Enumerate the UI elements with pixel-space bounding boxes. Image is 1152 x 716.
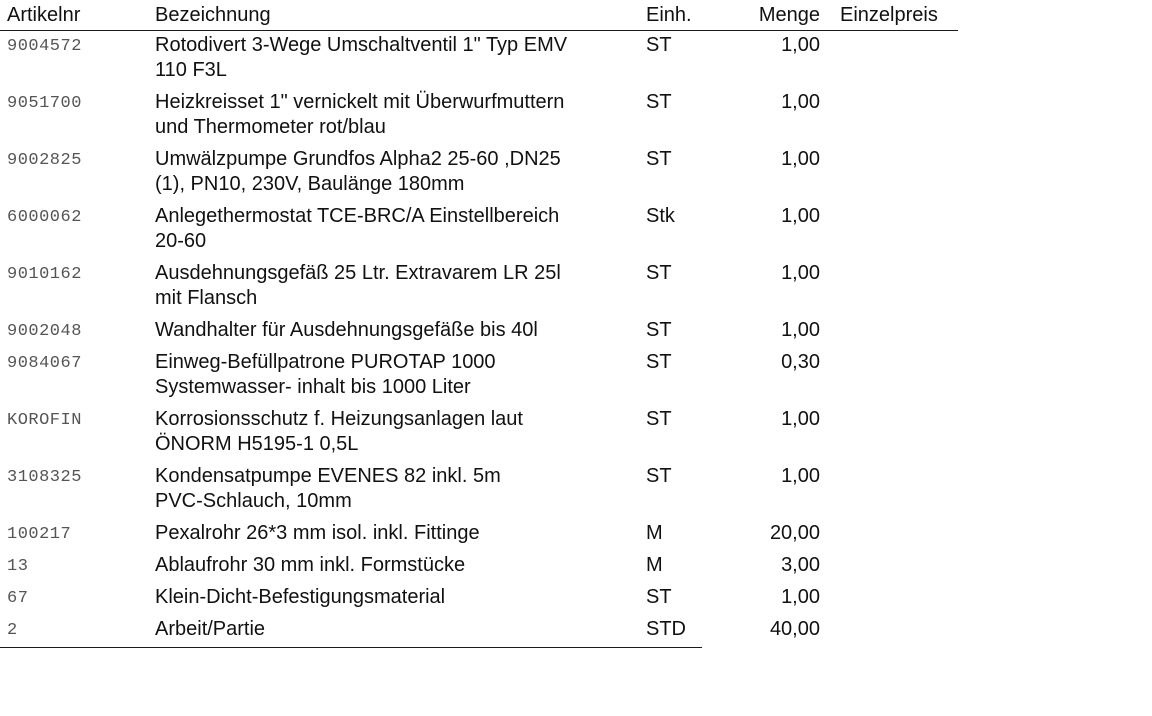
- cell-artikelnr: 9002048: [7, 322, 82, 341]
- cell-menge: 1,00: [781, 465, 820, 487]
- cell-einheit: M: [646, 522, 663, 544]
- cell-menge: 1,00: [781, 91, 820, 113]
- cell-artikelnr: 9004572: [7, 37, 82, 56]
- cell-einheit: STD: [646, 618, 686, 640]
- table-row: [0, 405, 820, 462]
- cell-menge: 1,00: [781, 205, 820, 227]
- cell-menge: 1,00: [781, 319, 820, 341]
- cell-bezeichnung: Kondensatpumpe EVENES 82 inkl. 5m PVC-Schlauch, 10mm: [155, 465, 501, 512]
- cell-bezeichnung: Pexalrohr 26*3 mm isol. inkl. Fittinge: [155, 522, 480, 544]
- cell-einheit: ST: [646, 91, 672, 113]
- cell-bezeichnung: Heizkreisset 1" vernickelt mit Überwurfmuttern und Thermometer rot/blau: [155, 91, 565, 138]
- cell-menge: 1,00: [781, 34, 820, 56]
- cell-bezeichnung: Einweg-Befüllpatrone PUROTAP 1000 Systemwasser- inhalt bis 1000 Liter: [155, 351, 496, 398]
- cell-artikelnr: 9002825: [7, 151, 82, 170]
- cell-einheit: ST: [646, 34, 672, 56]
- cell-artikelnr: KOROFIN: [7, 411, 82, 430]
- cell-einheit: ST: [646, 319, 672, 341]
- cell-menge: 3,00: [781, 554, 820, 576]
- cell-menge: 0,30: [781, 351, 820, 373]
- cell-einheit: Stk: [646, 205, 675, 227]
- table-row: [0, 259, 820, 316]
- header-einheit: Einh.: [646, 4, 692, 26]
- table-row: [0, 202, 820, 259]
- table-row: [0, 615, 820, 646]
- table-row: [0, 462, 820, 519]
- cell-menge: 1,00: [781, 408, 820, 430]
- cell-bezeichnung: Umwälzpumpe Grundfos Alpha2 25-60 ,DN25 (1), PN10, 230V, Baulänge 180mm: [155, 148, 561, 195]
- cell-einheit: ST: [646, 351, 672, 373]
- cell-menge: 1,00: [781, 148, 820, 170]
- header-menge: Menge: [758, 4, 820, 26]
- table-row: [0, 316, 820, 348]
- header-artikelnr: Artikelnr: [7, 4, 81, 26]
- table-row: [0, 583, 820, 615]
- header-einzelpreis: Einzelpreis: [840, 4, 938, 26]
- cell-artikelnr: 2: [7, 621, 18, 640]
- cell-einheit: ST: [646, 465, 672, 487]
- table-row: [0, 519, 820, 551]
- table-row: [0, 348, 820, 405]
- table-row: [0, 31, 820, 88]
- table-header: [0, 0, 958, 31]
- cell-einheit: ST: [646, 148, 672, 170]
- cell-menge: 1,00: [781, 586, 820, 608]
- cell-bezeichnung: Anlegethermostat TCE-BRC/A Einstellbereich 20-60: [155, 205, 560, 252]
- cell-einheit: ST: [646, 586, 672, 608]
- table-row: [0, 145, 820, 202]
- cell-menge: 40,00: [769, 618, 820, 640]
- cell-bezeichnung: Korrosionsschutz f. Heizungsanlagen laut ÖNORM H5195-1 0,5L: [155, 408, 523, 455]
- cell-bezeichnung: Ablaufrohr 30 mm inkl. Formstücke: [155, 554, 466, 576]
- cell-artikelnr: 9010162: [7, 265, 82, 284]
- cell-artikelnr: 13: [7, 557, 29, 576]
- cell-artikelnr: 9084067: [7, 354, 82, 373]
- table-body: [0, 31, 820, 648]
- cell-artikelnr: 100217: [7, 525, 72, 544]
- table-row: [0, 88, 820, 145]
- cell-artikelnr: 9051700: [7, 94, 82, 113]
- cell-menge: 20,00: [769, 522, 820, 544]
- cell-artikelnr: 3108325: [7, 468, 82, 487]
- cell-bezeichnung: Ausdehnungsgefäß 25 Ltr. Extravarem LR 25l mit Flansch: [155, 262, 561, 309]
- cell-artikelnr: 67: [7, 589, 29, 608]
- cell-einheit: ST: [646, 408, 672, 430]
- cell-bezeichnung: Klein-Dicht-Befestigungsmaterial: [155, 586, 446, 608]
- cell-menge: 1,00: [781, 262, 820, 284]
- header-bezeichnung: Bezeichnung: [155, 4, 271, 26]
- table-row: [0, 551, 820, 583]
- cell-artikelnr: 6000062: [7, 208, 82, 227]
- cell-einheit: ST: [646, 262, 672, 284]
- cell-bezeichnung: Rotodivert 3-Wege Umschaltventil 1" Typ EMV 110 F3L: [155, 34, 568, 81]
- cell-bezeichnung: Arbeit/Partie: [155, 618, 266, 640]
- cell-einheit: M: [646, 554, 663, 576]
- cell-bezeichnung: Wandhalter für Ausdehnungsgefäße bis 40l: [155, 319, 538, 341]
